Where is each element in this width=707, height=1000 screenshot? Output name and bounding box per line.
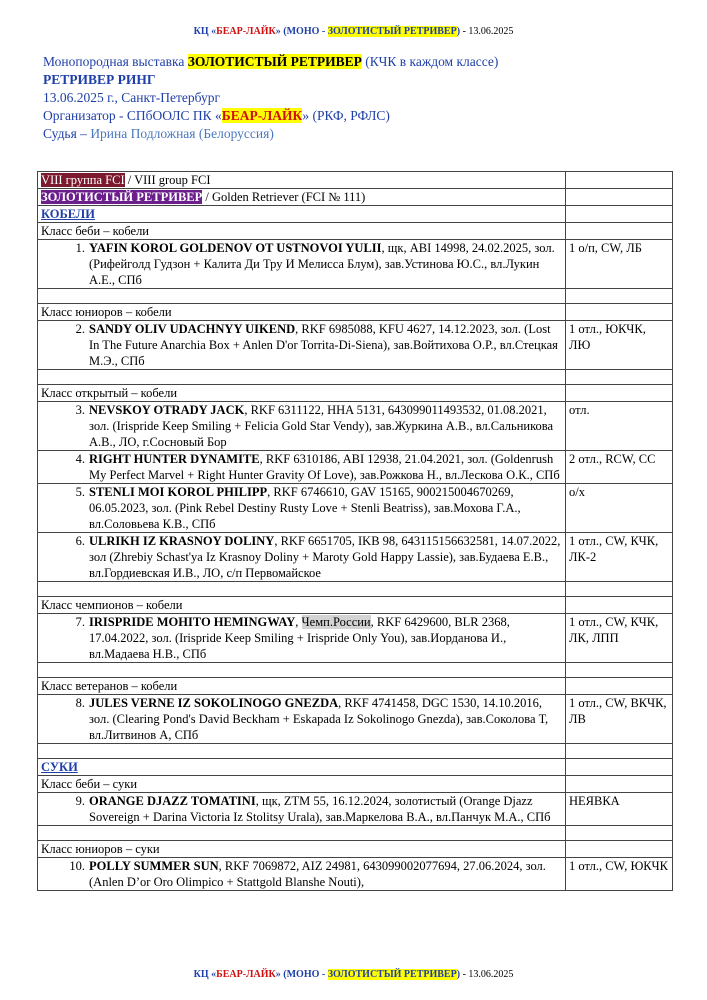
blank-cell	[38, 744, 566, 759]
catalog-table	[37, 171, 673, 891]
dog-name: IRISPRIDE MOHITO HEMINGWAY	[89, 615, 296, 629]
entry-cell	[38, 533, 566, 582]
class-label: Класс чемпионов – кобели	[38, 597, 566, 614]
class-label: Класс ветеранов – кобели	[38, 678, 566, 695]
entry-cell: 7. IRISPRIDE MOHITO HEMINGWAY, Чемп.России, RKF 6429600, BLR 2368, 17.04.2022, зол. (Irispride Keep Smiling + Irispride Only You), зав.Иорданова И., вл.Мадаева Н.В., СПб	[38, 614, 566, 663]
dog-details: , RKF 6310186, ABI 12938, 21.04.2021, зол. (Goldenrush My Perfect Marvel + Right Hunter Gravity Of Love), зав.Рожкова Н., вл.Лескова О.К., СПб	[89, 452, 560, 482]
result-cell	[566, 776, 673, 793]
ring-name: РЕТРИВЕР РИНГ	[43, 72, 156, 87]
organizer-post: » (РКФ, РФЛС)	[302, 108, 390, 123]
judge-name: Ирина Подложная (Белоруссия)	[90, 126, 274, 141]
show-title-pre: Монопородная выставка	[43, 54, 188, 69]
dog-name: SANDY OLIV UDACHNYY UIKEND	[89, 322, 296, 336]
class-label: Класс беби – суки	[38, 776, 566, 793]
entry-number: 4.	[75, 452, 85, 466]
entry-cell	[38, 402, 566, 451]
entry-number: 1.	[75, 241, 85, 255]
dog-details: , RKF 6746610, GAV 15165, 900215004670269, 06.05.2023, зол. (Pink Rebel Destiny Rusty Love + Stenli Beatriss), зав.Мохова Г.А., вл.Соловьева К.В., СПб	[89, 485, 521, 531]
blank-cell	[38, 826, 566, 841]
blank-row	[38, 582, 673, 597]
entry-number: 10.	[69, 859, 85, 873]
dog-details: , RKF 4741458, DGC 1530, 14.10.2016, зол. (Clearing Pond's David Beckham + Eskapada Iz Sokolinogo Gnezda), зав.Соколова Т, вл.Литвинов А, СПб	[89, 696, 549, 742]
entry-result: 1 отл., ЮКЧК, ЛЮ	[566, 321, 673, 370]
males-label: КОБЕЛИ	[41, 207, 95, 221]
running-footer	[0, 969, 707, 980]
group-cell	[38, 172, 566, 189]
blank-cell	[566, 582, 673, 597]
footer-close: )	[456, 969, 461, 980]
header-prefix: КЦ «	[193, 26, 217, 37]
dog-name: ULRIKH IZ KRASNOY DOLINY	[89, 534, 275, 548]
entry-cell	[38, 321, 566, 370]
dog-details: , RKF 6985088, KFU 4627, 14.12.2023, зол. (Lost In The Future Anarchia Box + Anlen D'or Torrita-Di-Siena), зав.Войтихова О.Р., вл.Стецкая М.Э., СПб	[89, 322, 558, 368]
group-row	[38, 172, 673, 189]
entry-number: 7.	[75, 615, 85, 629]
dog-name: YAFIN KOROL GOLDENOV OT USTNOVOI YULII	[89, 241, 382, 255]
blank-cell	[566, 370, 673, 385]
entry-result: 1 отл., CW, ВКЧК, ЛВ	[566, 695, 673, 744]
show-title	[43, 53, 498, 71]
breed-row	[38, 189, 673, 206]
running-header	[0, 26, 707, 37]
entry-number: 8.	[75, 696, 85, 710]
class-row	[38, 597, 673, 614]
entry-row	[38, 321, 673, 370]
class-label: Класс юниоров – кобели	[38, 304, 566, 321]
champion-title: Чемп.России	[301, 615, 371, 629]
blank-cell	[566, 289, 673, 304]
entry-cell	[38, 240, 566, 289]
show-title-breed: ЗОЛОТИСТЫЙ РЕТРИВЕР	[187, 54, 362, 69]
entry-cell	[38, 793, 566, 826]
entry-cell	[38, 451, 566, 484]
entry-result: 1 о/п, CW, ЛБ	[566, 240, 673, 289]
sex-cell	[38, 759, 566, 776]
entry-result: отл.	[566, 402, 673, 451]
entry-cell	[38, 484, 566, 533]
dog-name: POLLY SUMMER SUN	[89, 859, 219, 873]
blank-cell	[38, 663, 566, 678]
entry-result: НЕЯВКА	[566, 793, 673, 826]
class-label: Класс юниоров – суки	[38, 841, 566, 858]
dog-details: , щк, ABI 14998, 24.02.2025, зол. (Рифейголд Гудзон + Калита Ди Тру И Мелисса Блум), зав.Устинова Ю.С., вл.Лукин А.Е., СПб	[89, 241, 555, 287]
entry-number: 6.	[75, 534, 85, 548]
dog-name: JULES VERNE IZ SOKOLINOGO GNEZDA	[89, 696, 339, 710]
result-cell	[566, 223, 673, 240]
sex-cell	[38, 206, 566, 223]
result-cell	[566, 678, 673, 695]
blank-cell	[38, 582, 566, 597]
organizer-club: БЕАР-ЛАЙК	[221, 108, 303, 123]
footer-club: БЕАР-ЛАЙК	[216, 969, 276, 980]
blank-cell	[38, 370, 566, 385]
breed-ru: ЗОЛОТИСТЫЙ РЕТРИВЕР	[41, 190, 203, 204]
entry-row	[38, 240, 673, 289]
sex-row-males	[38, 206, 673, 223]
result-cell	[566, 841, 673, 858]
blank-row	[38, 370, 673, 385]
organizer-pre: Организатор - СПбООЛС ПК «	[43, 108, 222, 123]
entry-result: 2 отл., RCW, CC	[566, 451, 673, 484]
date-place: 13.06.2025 г., Санкт-Петербург	[43, 90, 221, 105]
dog-details: , RKF 7069872, AIZ 24981, 643099002077694, 27.06.2024, зол. (Anlen D’or Oro Olimpico + Stattgold Blanshe Nouti),	[89, 859, 546, 889]
entry-row	[38, 695, 673, 744]
blank-cell	[566, 826, 673, 841]
entry-result: 1 отл., CW, КЧК, ЛК-2	[566, 533, 673, 582]
judge	[43, 125, 498, 143]
dog-details: , RKF 6651705, IKB 98, 643115156632581, 14.07.2022, зол (Zhrebiy Schast'ya Iz Krasnoy Doliny + Maroty Gold Happy Lassie), зав.Будаева Е.В., вл.Гордиевская И.В., ЛО, с/п Первомайское	[89, 534, 561, 580]
class-row	[38, 841, 673, 858]
dog-name: RIGHT HUNTER DYNAMITE	[89, 452, 260, 466]
result-cell	[566, 206, 673, 223]
dog-details: , щк, ZTM 55, 16.12.2024, золотистый (Orange Djazz Sovereign + Darina Victoria Iz Stolitsy Urala), зав.Маркелова В.А., вл.Панчук М.А., СПб	[89, 794, 551, 824]
entry-row	[38, 451, 673, 484]
show-info	[43, 53, 498, 143]
entry-cell	[38, 695, 566, 744]
blank-row	[38, 289, 673, 304]
blank-row	[38, 663, 673, 678]
entry-row	[38, 402, 673, 451]
class-row	[38, 776, 673, 793]
organizer	[43, 107, 498, 125]
footer-prefix: КЦ «	[193, 969, 217, 980]
result-cell	[566, 304, 673, 321]
dog-name: ORANGE DJAZZ TOMATINI	[89, 794, 256, 808]
blank-cell	[566, 663, 673, 678]
entry-row	[38, 484, 673, 533]
entry-result: 1 отл., CW, КЧК, ЛК, ЛПП	[566, 614, 673, 663]
entry-row	[38, 533, 673, 582]
footer-date: - 13.06.2025	[460, 969, 514, 980]
header-mid: » (МОНО -	[275, 26, 328, 37]
result-cell	[566, 172, 673, 189]
footer-breed: ЗОЛОТИСТЫЙ РЕТРИВЕР	[327, 969, 457, 980]
footer-mid: » (МОНО -	[275, 969, 328, 980]
dog-name: NEVSKOY OTRADY JACK	[89, 403, 245, 417]
result-cell	[566, 385, 673, 402]
group-ru: VIII группа FCI	[41, 173, 125, 187]
entry-number: 5.	[75, 485, 85, 499]
entry-result: 1 отл., CW, ЮКЧК	[566, 858, 673, 891]
header-breed: ЗОЛОТИСТЫЙ РЕТРИВЕР	[327, 26, 457, 37]
breed-en: / Golden Retriever (FCI № 111)	[202, 190, 366, 204]
class-row	[38, 304, 673, 321]
entry-row	[38, 614, 673, 663]
result-cell	[566, 759, 673, 776]
blank-cell	[566, 744, 673, 759]
header-club: БЕАР-ЛАЙК	[216, 26, 276, 37]
class-label: Класс открытый – кобели	[38, 385, 566, 402]
blank-cell	[38, 289, 566, 304]
entry-cell	[38, 858, 566, 891]
class-row	[38, 385, 673, 402]
dog-details: , RKF 6311122, HHA 5131, 643099011493532, 01.08.2021, зол. (Irispride Keep Smiling + Felicia Gold Star Vendy), зав.Журкина А.В., вл.Сальникова А.В., ЛО, г.Сосновый Бор	[89, 403, 554, 449]
class-row	[38, 678, 673, 695]
entry-number: 2.	[75, 322, 85, 336]
females-label: СУКИ	[41, 760, 78, 774]
entry-row	[38, 793, 673, 826]
blank-row	[38, 826, 673, 841]
show-title-post: (КЧК в каждом классе)	[361, 54, 499, 69]
blank-row	[38, 744, 673, 759]
entry-number: 3.	[75, 403, 85, 417]
entry-number: 9.	[75, 794, 85, 808]
header-date: - 13.06.2025	[460, 26, 514, 37]
header-close: )	[456, 26, 461, 37]
entry-row	[38, 858, 673, 891]
result-cell	[566, 189, 673, 206]
dog-details: , RKF 6429600, BLR 2368, 17.04.2022, зол. (Irispride Keep Smiling + Irispride Only You), зав.Иорданова И., вл.Мадаева Н.В., СПб	[89, 615, 510, 661]
dog-name: STENLI MOI KOROL PHILIPP	[89, 485, 268, 499]
sex-row-females	[38, 759, 673, 776]
judge-label: Судья –	[43, 126, 91, 141]
breed-cell	[38, 189, 566, 206]
class-label: Класс беби – кобели	[38, 223, 566, 240]
class-row	[38, 223, 673, 240]
result-cell	[566, 597, 673, 614]
entry-result: о/х	[566, 484, 673, 533]
group-en: / VIII group FCI	[124, 173, 211, 187]
